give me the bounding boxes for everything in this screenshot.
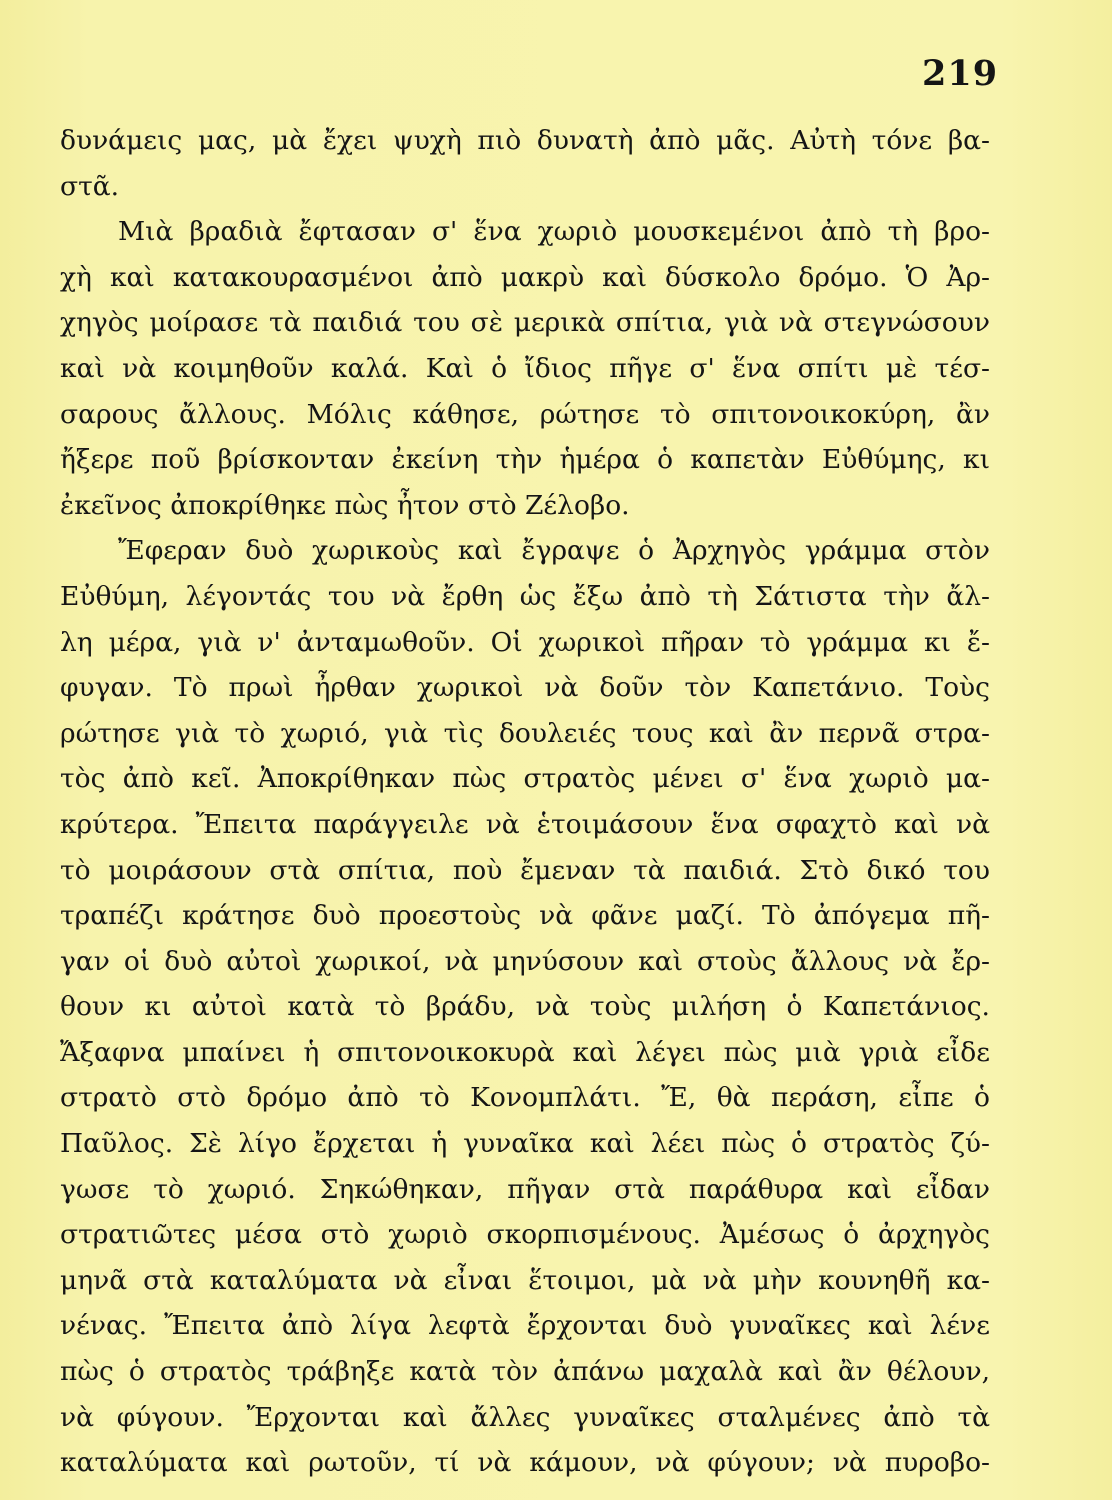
text-line: νένας. Ἔπειτα ἀπὸ λίγα λεφτὰ ἔρχονται δυὸ γυναῖκες καὶ λένε [60,1310,990,1342]
text-line: Εὐθύμη, λέγοντάς του νὰ ἔρθη ὡς ἔξω ἀπὸ τὴ Σάτιστα τὴν ἄλ- [60,580,990,612]
page-number: 219 [922,53,999,94]
text-line: στᾶ. [60,170,120,202]
text-line: σαρους ἄλλους. Μόλις κάθησε, ρώτησε τὸ σπιτονοικοκύρη, ἂν [60,398,990,430]
text-line: κρύτερα. Ἔπειτα παράγγειλε νὰ ἑτοιμάσουν ἕνα σφαχτὸ καὶ νὰ [60,808,990,840]
text-line: γαν οἱ δυὸ αὐτοὶ χωρικοί, νὰ μηνύσουν καὶ στοὺς ἄλλους νὰ ἔρ- [60,945,990,977]
text-line: καταλύματα καὶ ρωτοῦν, τί νὰ κάμουν, νὰ φύγουν; νὰ πυροβο- [60,1447,990,1479]
text-line: νὰ φύγουν. Ἔρχονται καὶ ἄλλες γυναῖκες σταλμένες ἀπὸ τὰ [60,1401,990,1433]
text-line: μηνᾶ στὰ καταλύματα νὰ εἶναι ἕτοιμοι, μὰ νὰ μὴν κουνηθῆ κα- [60,1264,990,1296]
text-line: πὼς ὁ στρατὸς τράβηξε κατὰ τὸν ἀπάνω μαχαλὰ καὶ ἂν θέλουν, [60,1356,990,1388]
text-line: ἐκεῖνος ἀποκρίθηκε πὼς ἦτον στὸ Ζέλοβο. [60,489,630,521]
text-line: Παῦλος. Σὲ λίγο ἔρχεται ἡ γυναῖκα καὶ λέει πὼς ὁ στρατὸς ζύ- [60,1128,990,1160]
text-line: χὴ καὶ κατακουρασμένοι ἀπὸ μακρὺ καὶ δύσκολο δρόμο. Ὁ Ἀρ- [60,261,990,293]
text-line: φυγαν. Τὸ πρωὶ ἦρθαν χωρικοὶ νὰ δοῦν τὸν Καπετάνιο. Τοὺς [60,672,990,704]
text-line: ἤξερε ποῦ βρίσκονταν ἐκείνη τὴν ἡμέρα ὁ καπετὰν Εὐθύμης, κι [60,444,990,476]
text-line: τραπέζι κράτησε δυὸ προεστοὺς νὰ φᾶνε μαζί. Τὸ ἀπόγεμα πῆ- [60,900,990,932]
text-line: τὸ μοιράσουν στὰ σπίτια, ποὺ ἔμεναν τὰ παιδιά. Στὸ δικό του [60,854,990,886]
text-line: Ἔφεραν δυὸ χωρικοὺς καὶ ἔγραψε ὁ Ἀρχηγὸς γράμμα στὸν [118,535,990,567]
body-text [60,118,990,1486]
text-line: χηγὸς μοίρασε τὰ παιδιά του σὲ μερικὰ σπίτια, γιὰ νὰ στεγνώσουν [60,307,990,339]
text-line: δυνάμεις μας, μὰ ἔχει ψυχὴ πιὸ δυνατὴ ἀπὸ μᾶς. Αὐτὴ τόνε βα- [60,125,990,156]
text-line: ρώτησε γιὰ τὸ χωριό, γιὰ τὶς δουλειές τους καὶ ἂν περνᾶ στρα- [60,717,990,749]
text-line: θουν κι αὐτοὶ κατὰ τὸ βράδυ, νὰ τοὺς μιλήση ὁ Καπετάνιος. [60,991,990,1023]
text-line: στρατιῶτες μέσα στὸ χωριὸ σκορπισμένους. Ἀμέσως ὁ ἀρχηγὸς [60,1219,990,1251]
text-line: Ἄξαφνα μπαίνει ἡ σπιτονοικοκυρὰ καὶ λέγει πὼς μιὰ γριὰ εἶδε [60,1036,990,1068]
text-line: γωσε τὸ χωριό. Σηκώθηκαν, πῆγαν στὰ παράθυρα καὶ εἶδαν [60,1173,990,1205]
text-line: λη μέρα, γιὰ ν' ἀνταμωθοῦν. Οἱ χωρικοὶ πῆραν τὸ γράμμα κι ἔ- [60,626,990,658]
text-line: στρατὸ στὸ δρόμο ἀπὸ τὸ Κονομπλάτι. Ἔ, θὰ περάση, εἶπε ὁ [60,1082,990,1114]
text-line: τὸς ἀπὸ κεῖ. Ἀποκρίθηκαν πὼς στρατὸς μένει σ' ἕνα χωριὸ μα- [60,763,990,795]
text-line: Μιὰ βραδιὰ ἔφτασαν σ' ἕνα χωριὸ μουσκεμένοι ἀπὸ τὴ βρο- [118,216,990,248]
text-line: καὶ νὰ κοιμηθοῦν καλά. Καὶ ὁ ἴδιος πῆγε σ' ἕνα σπίτι μὲ τέσ- [60,352,990,384]
